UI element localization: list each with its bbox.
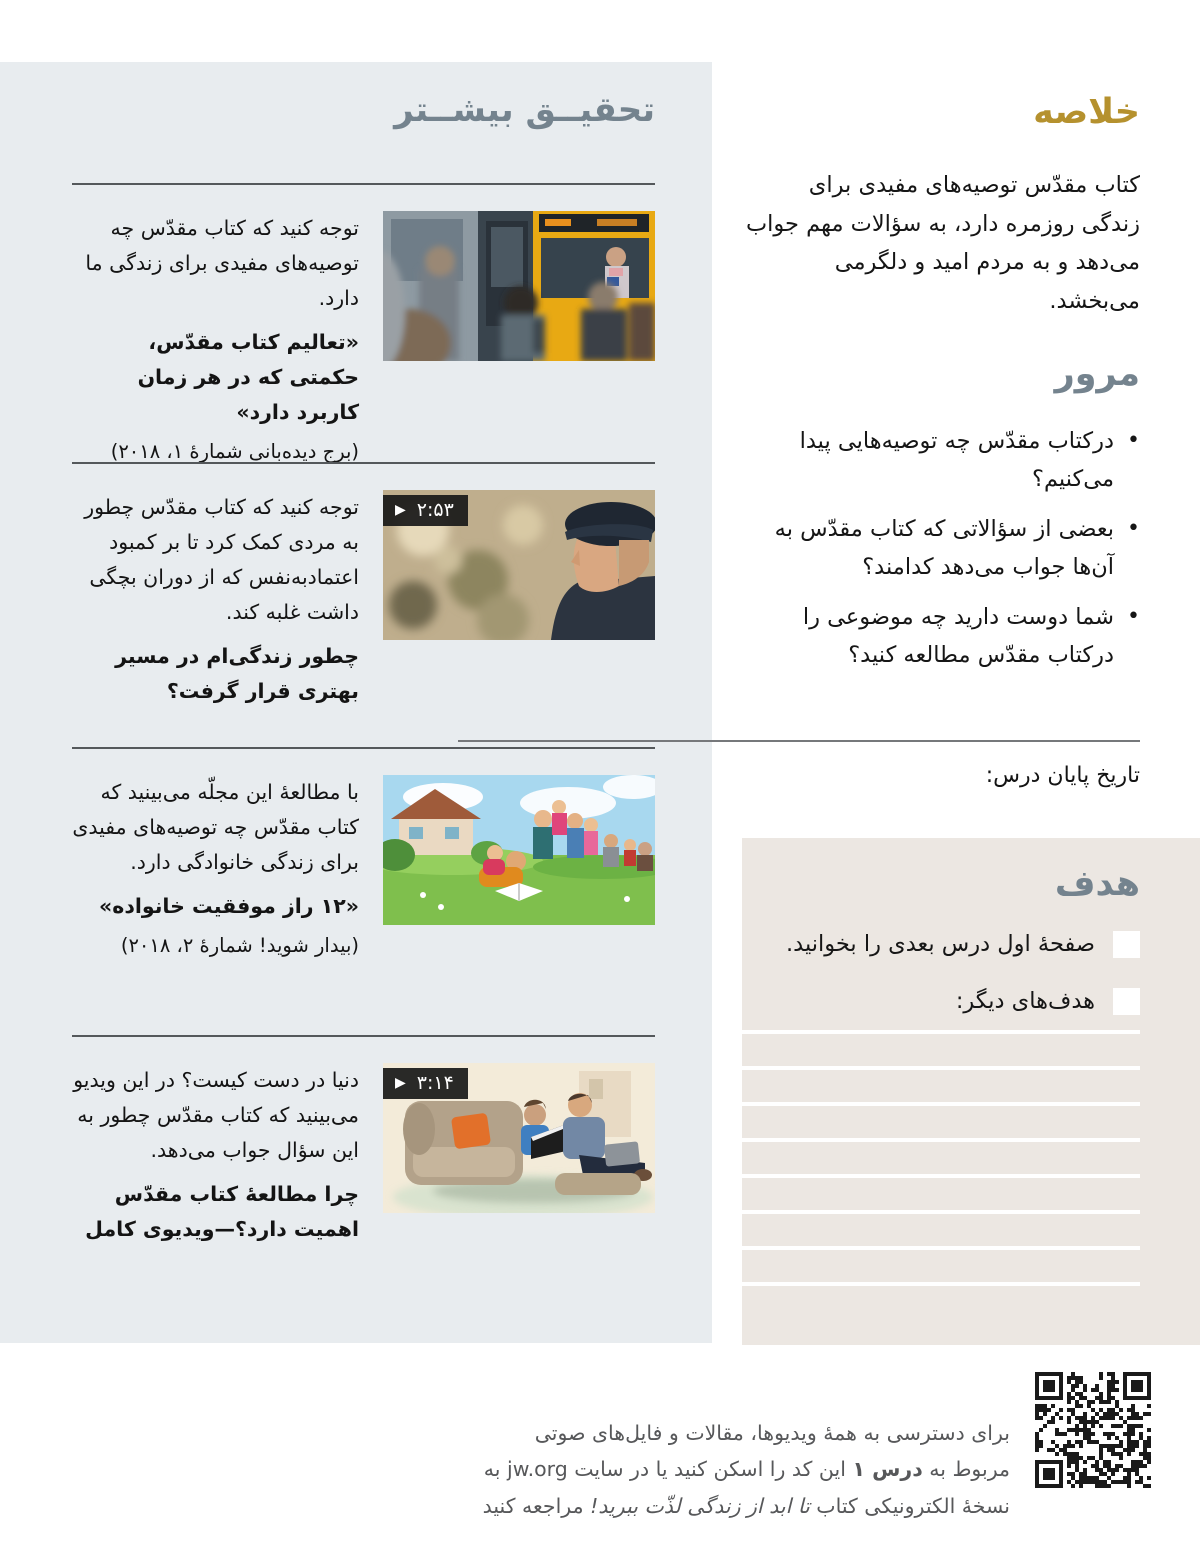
footer-lesson-number: درس ۱ <box>852 1457 923 1481</box>
section-description: توجه کنید که کتاب مقدّس چه توصیه‌های مفیدی برای زندگی ما دارد. <box>85 216 359 310</box>
summary-body: کتاب مقدّس توصیه‌های مفیدی برای زندگی روزمره دارد، به سؤالات مهم جواب می‌دهد و به مردم امید و دلگرمی می‌بخشد. <box>745 172 1140 314</box>
article-source: (برج دیده‌بانی شمارهٔ ۱، ۲۰۱۸) <box>110 440 359 463</box>
man-flat-cap-video-thumbnail[interactable] <box>383 490 655 640</box>
review-bullet-text: • درکتاب مقدّس چه توصیه‌هایی پیدا می‌کنیم؟ <box>799 428 1115 492</box>
research-section-watchtower <box>72 183 655 469</box>
research-panel <box>0 62 712 1343</box>
research-section-video-confidence <box>72 462 655 709</box>
goal-box <box>742 838 1200 1345</box>
goal-item-row <box>742 928 1140 961</box>
tram-station-illustration <box>383 211 655 361</box>
completion-divider <box>458 740 1140 742</box>
review-bullet <box>744 422 1140 498</box>
video-title-link[interactable]: چطور زندگی‌ام در مسیر بهتری قرار گرفت؟ <box>115 644 359 703</box>
section-text <box>72 775 359 963</box>
article-title-link[interactable]: «تعالیم کتاب مقدّس، حکمتی که در هر زمان کاربرد دارد» <box>137 330 359 424</box>
play-icon: ▶ <box>395 502 406 518</box>
play-icon: ▶ <box>395 1075 406 1091</box>
completion-date-label: تاریخ پایان درس: <box>985 763 1140 788</box>
checkbox[interactable] <box>1113 988 1140 1015</box>
summary-column <box>744 62 1140 686</box>
checkbox[interactable] <box>1113 931 1140 958</box>
footer-text-before: برای دسترسی به همهٔ ویدیوها، مقالات و فایل‌های صوتی مربوط به <box>534 1420 1010 1481</box>
video-duration-badge[interactable] <box>383 1068 468 1099</box>
footer-text-after: مراجعه کنید <box>482 1493 591 1518</box>
review-bullet <box>744 510 1140 586</box>
video-duration: ۳:۱۴ <box>416 1072 454 1094</box>
magazine-source: (بیدار شوید! شمارهٔ ۲، ۲۰۱۸) <box>120 934 359 957</box>
qr-code <box>1035 1372 1151 1488</box>
goal-item-label: هدف‌های دیگر: <box>955 988 1095 1014</box>
review-heading: مرور <box>1054 354 1140 394</box>
review-bullet-list <box>744 422 1140 674</box>
goal-item-row <box>742 985 1140 1018</box>
tram-station-photo[interactable] <box>383 211 655 361</box>
footer-access-note <box>476 1415 1010 1525</box>
goal-writing-lines[interactable] <box>742 1030 1140 1318</box>
section-description: با مطالعهٔ این مجلّه می‌بینید که کتاب مقدّس چه توصیه‌های مفیدی برای زندگی خانوادگی دارد. <box>72 780 359 874</box>
research-section-video-whystudy <box>72 1035 655 1247</box>
section-description: دنیا در دست کیست؟ در این ویدیو می‌بینید که کتاب مقدّس چطور به این سؤال جواب می‌دهد. <box>73 1068 359 1162</box>
section-text <box>72 211 359 469</box>
review-bullet-text: • شما دوست دارید چه موضوعی را درکتاب مقدّس مطالعه کنید؟ <box>802 604 1115 668</box>
section-text <box>72 1063 359 1247</box>
family-watercolor-image[interactable] <box>383 775 655 925</box>
video-title-link[interactable]: چرا مطالعهٔ کتاب مقدّس اهمیت دارد؟—ویدیوی کامل <box>85 1182 359 1241</box>
footer-text-middle: این کد را اسکن کنید یا در سایت jw.org به نسخهٔ الکترونیکی کتاب <box>483 1457 1010 1518</box>
research-section-awake <box>72 747 655 963</box>
review-bullet-text: • بعضی از سؤالاتی که کتاب مقدّس به آن‌ها جواب می‌دهد کدامند؟ <box>774 516 1115 580</box>
video-duration: ۲:۵۳ <box>416 499 454 521</box>
magazine-title-link[interactable]: «۱۲ راز موفقیت خانواده» <box>98 894 359 918</box>
research-title: تحقیــق بیشــتر <box>394 90 655 130</box>
review-bullet <box>744 598 1140 674</box>
section-text <box>72 490 359 709</box>
summary-heading: خلاصه <box>1033 92 1140 132</box>
goal-heading: هدف <box>1054 864 1140 904</box>
couple-studying-video-thumbnail[interactable] <box>383 1063 655 1213</box>
section-description: توجه کنید که کتاب مقدّس چطور به مردی کمک کرد تا بر کمبود اعتمادبه‌نفس که از دوران بچگی داشت غلبه کند. <box>84 495 359 624</box>
goal-item-label: صفحهٔ اول درس بعدی را بخوانید. <box>786 931 1095 957</box>
video-duration-badge[interactable] <box>383 495 468 526</box>
footer-book-title: تا ابد از زندگی لذّت ببرید! <box>590 1493 810 1518</box>
family-watercolor-illustration-svg <box>383 775 655 925</box>
